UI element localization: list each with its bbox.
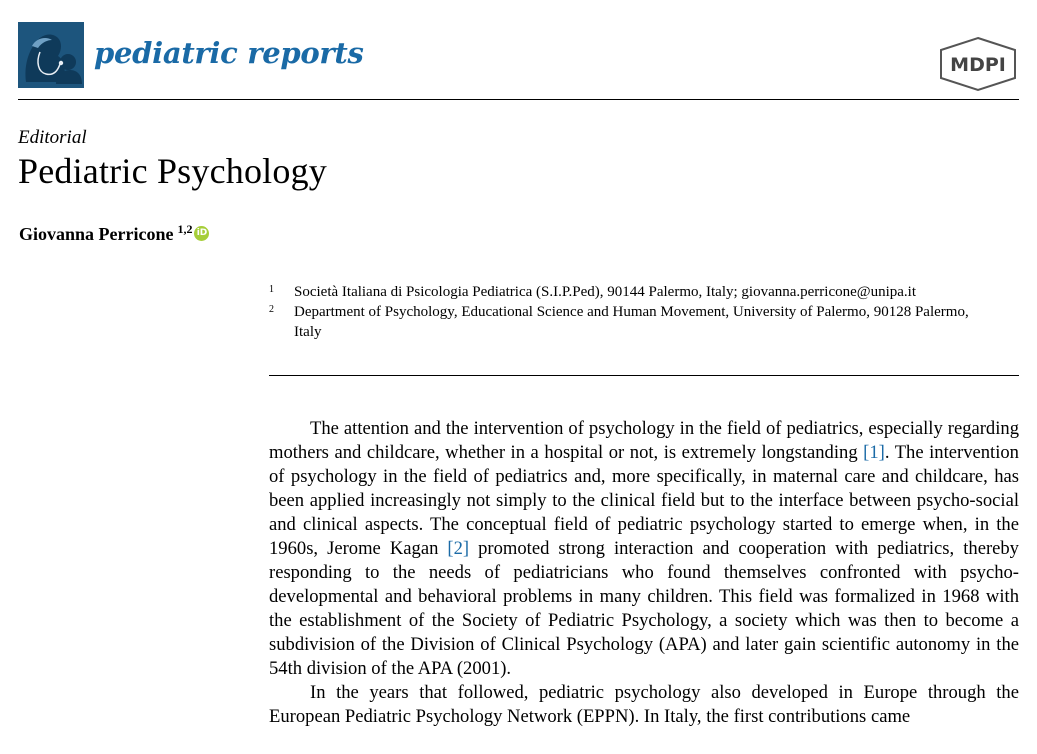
affiliation-item [269,282,989,302]
body-text-segment: promoted strong interaction and cooperation with pediatrics, thereby responding to the needs of pediatricians who found themselves confronted with psycho-developmental and behavioral problems in many children. This field was formalized in 1968 with the establishment of the Society of Pediatric Psychology, a society which was then to become a subdivision of the Division of Clinical Psychology (APA) and later gain scientific autonomy in the 54th division of the APA (2001). [269,538,1019,679]
mother-child-logo-icon [18,22,84,88]
affiliation-number: 2 [269,304,274,315]
affiliation-number: 1 [269,284,274,295]
article-title: Pediatric Psychology [18,151,327,191]
header-divider [18,99,1019,100]
body-text-segment: The attention and the intervention of psychology in the field of pediatrics, especially regarding mothers and childcare, whether in a hospital or not, is extremely longstanding [269,418,1019,463]
citation-link[interactable]: [2] [447,538,470,559]
body-paragraph [269,417,1019,681]
author-line [19,224,209,245]
affiliation-item [269,302,989,342]
journal-logo [18,22,84,88]
journal-name[interactable]: pediatric reports [94,36,364,70]
mdpi-logo[interactable] [937,36,1019,92]
citation-link[interactable]: [1] [863,442,885,463]
body-paragraph: In the years that followed, pediatric psychology also developed in Europe through the European Pediatric Psychology Network (EPPN). In Italy, the first contributions came [269,682,1019,727]
affiliations-list [269,282,989,342]
article-body [269,417,1019,729]
body-text-segment: . The intervention of psychology in the field of pediatrics and, more specifically, in maternal care and childcare, has been applied increasingly not simply to the clinical field but to the interface between psycho-social and clinical aspects. The conceptual field of pediatric psychology started to emerge when, in the 1960s, Jerome Kagan [269,442,1019,559]
publisher-name: MDPI [950,54,1006,76]
orcid-icon[interactable]: iD [194,226,209,241]
author-name[interactable]: Giovanna Perricone [19,224,174,244]
affiliation-text: Department of Psychology, Educational Science and Human Movement, University of Palermo, 90128 Palermo, Italy [294,304,969,340]
affiliation-text: Società Italiana di Psicologia Pediatrica (S.I.P.Ped), 90144 Palermo, Italy; giovanna.perricone@unipa.it [294,284,916,300]
author-affiliation-marks[interactable]: 1,2 [177,222,193,236]
affiliations-divider [269,375,1019,376]
article-type: Editorial [18,127,87,148]
mdpi-hexagon-icon [937,36,1019,92]
journal-header [18,22,1019,100]
